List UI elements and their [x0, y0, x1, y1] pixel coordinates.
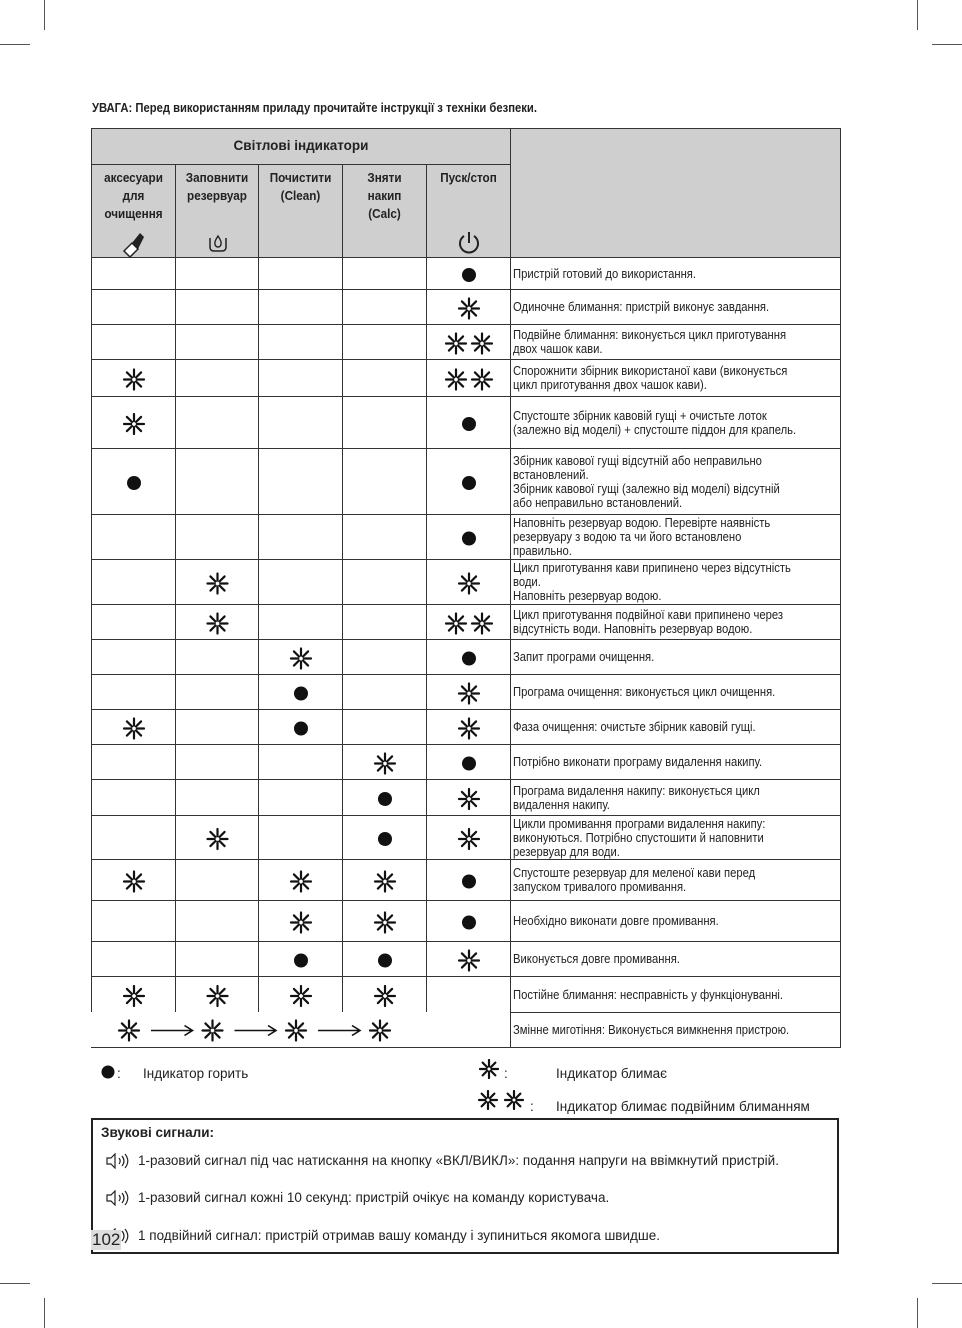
indicator-cell — [426, 639, 511, 675]
legend-on-symbol — [101, 1065, 115, 1079]
row-description — [510, 448, 841, 515]
indicator-cell — [342, 709, 427, 745]
on-dot-mark — [462, 652, 476, 666]
indicator-blink-symbol — [427, 710, 511, 745]
indicator-cell — [175, 941, 259, 977]
indicator-cell — [426, 448, 511, 515]
indicator-cell — [426, 976, 511, 1013]
row-description — [510, 514, 841, 560]
indicator-cell — [175, 976, 259, 1013]
sound-signals-box — [91, 1118, 839, 1254]
row-description-text: Потрібно виконати програму видалення накипу. — [513, 755, 763, 769]
indicator-cell — [91, 289, 176, 325]
crop-mark — [0, 1283, 30, 1284]
indicator-cell — [91, 604, 176, 640]
blink-star-mark — [124, 986, 144, 1006]
crop-mark — [917, 0, 918, 30]
indicator-blink-symbol — [343, 977, 427, 1013]
indicator-cell — [426, 900, 511, 942]
indicator-cell — [258, 900, 343, 942]
row-description-text: Цикли промивання програми видалення накипу: виконуються. Потрібно спустошити й наповнити резервуар для води. — [513, 816, 766, 859]
crop-mark — [44, 0, 45, 30]
row-description — [510, 359, 841, 397]
blink-star-mark — [375, 913, 395, 933]
on-dot-mark — [294, 722, 308, 736]
blink-star-mark — [505, 1091, 523, 1109]
row-description-text: Виконується довге промивання. — [513, 952, 680, 966]
indicator-cell — [342, 289, 427, 325]
indicator-on-symbol — [427, 515, 511, 560]
on-dot-mark — [378, 832, 392, 846]
blink-star-mark — [124, 414, 144, 434]
indicator-cell — [91, 559, 176, 605]
indicator-cell — [258, 639, 343, 675]
row-description-text: Програма видалення накипу: виконується цикл видалення накипу. — [513, 783, 760, 812]
indicator-cell — [426, 559, 511, 605]
indicator-cell — [258, 859, 343, 901]
indicator-blink-symbol — [92, 360, 176, 397]
legend-blink-symbol — [479, 1059, 499, 1079]
row-description-text: Пристрій готовий до використання. — [513, 266, 696, 281]
blink-star-mark — [208, 574, 228, 594]
indicator-blink-symbol — [92, 710, 176, 745]
row-description-text: Одиночне блимання: пристрій виконує завдання. — [513, 300, 770, 314]
indicator-cell — [91, 639, 176, 675]
on-dot-mark — [294, 687, 308, 701]
row-description-text: Постійне блимання: несправність у функціонуванні. — [513, 987, 784, 1002]
indicator-cell — [91, 396, 176, 449]
indicator-cell — [342, 900, 427, 942]
blink-star-mark — [286, 1021, 306, 1041]
indicator-cell — [426, 359, 511, 397]
crop-mark — [0, 44, 30, 45]
on-dot-mark — [462, 757, 476, 771]
row-description — [510, 257, 841, 290]
indicator-cell — [258, 559, 343, 605]
blink-star-mark — [459, 684, 479, 704]
row-description — [510, 639, 841, 675]
blink-star-mark — [480, 1060, 498, 1078]
on-dot-mark — [294, 954, 308, 968]
sound-signal-item: 1 подвійний сигнал: пристрій отримав вашу команду і зупиниться якомога швидше. — [138, 1228, 660, 1243]
indicator-cell — [426, 674, 511, 710]
blink-star-mark — [291, 872, 311, 892]
indicator-on-symbol — [259, 942, 343, 977]
row-description-text: Необхідно виконати довге промивання. — [513, 914, 719, 928]
blink-star-mark — [446, 614, 466, 634]
indicator-cell — [175, 289, 259, 325]
legend-blink-text: Індикатор блимає — [556, 1066, 668, 1081]
indicator-blink-symbol — [259, 640, 343, 675]
indicator-cell — [258, 709, 343, 745]
indicator-cell — [91, 448, 176, 515]
indicator-cell — [342, 514, 427, 560]
indicator-cell — [175, 815, 259, 860]
indicator-blink-symbol — [427, 560, 511, 605]
indicator-cell — [258, 744, 343, 780]
blink-star-mark — [446, 334, 466, 354]
indicator-cell — [342, 324, 427, 360]
row-description-text: Спустоште резервуар для меленої кави перед запуском тривалого промивання. — [513, 866, 756, 894]
row-description-text: Спорожнити збірник використаної кави (виконується цикл приготування двох чашок кави). — [513, 364, 788, 392]
indicator-cell — [342, 559, 427, 605]
blink-star-mark — [124, 872, 144, 892]
sequence-arrows — [91, 1012, 510, 1047]
indicator-blink-symbol — [176, 605, 259, 640]
indicator-double-blink-symbol — [427, 325, 511, 360]
row-description — [510, 941, 841, 977]
speaker-icon — [105, 1153, 129, 1169]
blink-star-mark — [291, 649, 311, 669]
indicator-on-symbol — [259, 710, 343, 745]
indicator-cell — [91, 779, 176, 816]
indicator-cell — [342, 396, 427, 449]
blink-star-mark — [370, 1021, 390, 1041]
indicator-cell — [426, 941, 511, 977]
legend-double-symbol — [477, 1089, 527, 1111]
indicator-cell — [91, 859, 176, 901]
row-description — [510, 815, 841, 860]
row-description — [510, 900, 841, 942]
indicator-cell — [426, 396, 511, 449]
blink-star-mark — [375, 872, 395, 892]
indicator-cell — [258, 289, 343, 325]
column-header-label: Почистити (Clean) — [269, 170, 332, 203]
indicator-double-blink-symbol — [427, 605, 511, 640]
on-dot-mark — [378, 954, 392, 968]
row-description-text: Змінне миготіння: Виконується вимкнення пристрою. — [513, 1023, 790, 1037]
on-dot-mark — [462, 916, 476, 930]
indicator-on-symbol — [427, 449, 511, 515]
indicator-on-symbol — [427, 901, 511, 942]
indicator-cell — [175, 859, 259, 901]
blink-star-mark — [472, 370, 492, 390]
blink-star-mark — [472, 334, 492, 354]
row-description — [510, 324, 841, 360]
indicator-on-symbol — [427, 860, 511, 901]
indicator-cell — [258, 359, 343, 397]
indicator-cell — [91, 709, 176, 745]
arrow-mark — [151, 1026, 193, 1036]
indicator-cell — [426, 815, 511, 860]
on-dot-mark — [462, 875, 476, 889]
indicator-on-symbol — [427, 745, 511, 780]
indicator-blink-symbol — [92, 860, 176, 901]
column-header-label: Заповнити резервуар — [185, 170, 249, 203]
row-description — [510, 674, 841, 710]
indicator-cell — [175, 639, 259, 675]
indicator-blink-symbol — [176, 977, 259, 1013]
legend-blink-sep: : — [504, 1066, 508, 1081]
column-header — [258, 164, 343, 258]
indicator-cell — [91, 514, 176, 560]
indicator-cell — [342, 859, 427, 901]
indicator-cell — [426, 604, 511, 640]
blink-star-mark — [479, 1091, 497, 1109]
row-description — [510, 559, 841, 605]
indicator-cell — [258, 514, 343, 560]
indicator-blink-symbol — [427, 942, 511, 977]
column-header — [342, 164, 427, 258]
indicator-on-symbol — [427, 258, 511, 290]
indicator-cell — [91, 324, 176, 360]
indicator-cell — [175, 674, 259, 710]
indicator-cell — [426, 257, 511, 290]
indicator-cell — [175, 324, 259, 360]
column-header — [426, 164, 511, 258]
indicator-cell — [175, 396, 259, 449]
indicator-blink-symbol — [259, 901, 343, 942]
indicator-cell — [175, 744, 259, 780]
crop-mark — [932, 44, 962, 45]
row-description-text: Наповніть резервуар водою. Перевірте наявність резервуару з водою та чи його встановлено правильно. — [513, 516, 771, 558]
legend-on-text: Індикатор горить — [143, 1066, 249, 1081]
blink-star-mark — [459, 951, 479, 971]
legend-double-text: Індикатор блимає подвійним блиманням — [556, 1099, 810, 1114]
indicator-cell — [91, 941, 176, 977]
indicator-cell — [342, 639, 427, 675]
row-description-text: Цикл приготування подвійної кави припинено через відсутність води. Наповніть резервуар водою. — [513, 608, 784, 636]
indicator-cell — [342, 744, 427, 780]
row-description — [510, 859, 841, 901]
indicator-cell — [91, 359, 176, 397]
on-dot-mark — [127, 476, 141, 490]
indicator-blink-symbol — [427, 816, 511, 860]
indicator-on-symbol — [343, 816, 427, 860]
crop-mark — [917, 1298, 918, 1328]
indicator-cell — [258, 674, 343, 710]
indicator-cell — [175, 900, 259, 942]
indicator-cell — [175, 604, 259, 640]
blink-star-mark — [208, 829, 228, 849]
indicator-cell — [258, 257, 343, 290]
indicator-cell — [342, 941, 427, 977]
indicator-on-symbol — [259, 675, 343, 710]
indicator-cell — [426, 514, 511, 560]
column-header — [91, 164, 176, 258]
power-icon — [455, 229, 483, 257]
row-description-text: Цикл приготування кави припинено через відсутність води. Наповніть резервуар водою. — [513, 561, 791, 603]
indicator-cell — [426, 859, 511, 901]
indicator-on-symbol — [427, 640, 511, 675]
table-title: Світлові індикатори — [91, 128, 511, 165]
indicator-cell — [342, 604, 427, 640]
blink-star-mark — [459, 829, 479, 849]
blink-star-mark — [375, 986, 395, 1006]
indicator-on-symbol — [427, 397, 511, 449]
indicator-cell — [342, 779, 427, 816]
indicator-cell — [342, 448, 427, 515]
indicator-cell — [175, 257, 259, 290]
crop-mark — [932, 1283, 962, 1284]
page-number: 102 — [92, 1230, 121, 1249]
row-description — [510, 604, 841, 640]
indicator-cell — [426, 289, 511, 325]
indicator-on-symbol — [343, 942, 427, 977]
indicator-cell — [258, 324, 343, 360]
indicator-cell — [175, 709, 259, 745]
indicator-blink-symbol — [259, 860, 343, 901]
row-description-text: Спустоште збірник кавовій гущі + очистьте лоток (залежно від моделі) + спустоште піддон для крапель. — [513, 408, 797, 437]
legend-double-sep: : — [530, 1099, 534, 1114]
sound-signal-item: 1-разовий сигнал під час натискання на кнопку «ВКЛ/ВИКЛ»: подання напруги на ввімкнутий пристрій. — [138, 1153, 779, 1168]
row-description-text: Програма очищення: виконується цикл очищення. — [513, 685, 776, 699]
indicator-blink-symbol — [176, 560, 259, 605]
blink-star-mark — [375, 754, 395, 774]
row-description — [510, 976, 841, 1013]
on-dot-mark — [462, 268, 476, 282]
indicator-cell — [342, 359, 427, 397]
on-dot-mark — [462, 532, 476, 546]
blink-star-mark — [124, 370, 144, 390]
indicator-blink-symbol — [427, 290, 511, 325]
row-description — [510, 396, 841, 449]
indicator-cell — [91, 815, 176, 860]
indicator-cell — [258, 604, 343, 640]
on-dot-mark — [462, 417, 476, 431]
indicator-cell — [175, 514, 259, 560]
indicator-table — [91, 128, 841, 1048]
column-header — [175, 164, 259, 258]
arrow-mark — [318, 1026, 360, 1036]
blink-star-mark — [459, 719, 479, 739]
row-description — [510, 709, 841, 745]
blink-star-mark — [208, 986, 228, 1006]
indicator-blink-symbol — [427, 780, 511, 816]
indicator-cell — [91, 674, 176, 710]
row-description-text: Подвійне блимання: виконується цикл приготування двох чашок кави. — [513, 328, 787, 356]
column-header-label: аксесуари для очищення — [104, 170, 163, 221]
row-description — [510, 289, 841, 325]
blink-star-mark — [208, 614, 228, 634]
blink-star-mark — [119, 1021, 139, 1041]
description-header — [510, 128, 841, 258]
indicator-cell — [91, 257, 176, 290]
indicator-blink-symbol — [92, 977, 176, 1013]
row-description-text: Збірник кавової гущі відсутній або неправильно встановлений. Збірник кавової гущі (залежно від моделі) відсутній або неправильно встановлений. — [513, 453, 780, 510]
indicator-cell — [175, 359, 259, 397]
blink-star-mark — [446, 370, 466, 390]
indicator-cell — [342, 674, 427, 710]
safety-warning: УВАГА: Перед використанням приладу прочитайте інструкції з техніки безпеки. — [92, 101, 537, 115]
arrow-mark — [235, 1026, 277, 1036]
indicator-cell — [91, 976, 176, 1013]
indicator-cell — [258, 396, 343, 449]
indicator-cell — [175, 448, 259, 515]
indicator-on-symbol — [92, 449, 176, 515]
indicator-blink-symbol — [259, 977, 343, 1013]
indicator-double-blink-symbol — [427, 360, 511, 397]
row-description — [510, 744, 841, 780]
sound-signal-item: 1-разовий сигнал кожні 10 секунд: пристрій очікує на команду користувача. — [138, 1190, 610, 1205]
on-dot-mark — [462, 476, 476, 490]
indicator-blink-symbol — [343, 901, 427, 942]
row-description — [510, 1012, 841, 1048]
blink-star-mark — [291, 913, 311, 933]
indicator-blink-symbol — [343, 745, 427, 780]
blink-star-mark — [459, 789, 479, 809]
indicator-blink-symbol — [92, 397, 176, 449]
column-header-label: Зняти накип (Calc) — [367, 170, 402, 221]
speaker-icon — [105, 1190, 129, 1206]
indicator-cell — [258, 941, 343, 977]
on-dot-mark — [378, 792, 392, 806]
indicator-cell — [342, 976, 427, 1013]
indicator-cell — [258, 976, 343, 1013]
indicator-on-symbol — [343, 780, 427, 816]
indicator-blink-symbol — [343, 860, 427, 901]
indicator-cell — [175, 779, 259, 816]
indicator-cell — [175, 559, 259, 605]
column-header-label: Пуск/стоп — [440, 170, 497, 185]
legend-on-sep: : — [117, 1066, 121, 1081]
indicator-cell — [258, 779, 343, 816]
indicator-blink-symbol — [427, 675, 511, 710]
blink-star-mark — [291, 986, 311, 1006]
indicator-cell — [91, 744, 176, 780]
indicator-cell — [426, 744, 511, 780]
blink-star-mark — [459, 299, 479, 319]
blink-star-mark — [124, 719, 144, 739]
brush-icon — [120, 229, 148, 257]
indicator-cell — [426, 324, 511, 360]
sound-signals-title: Звукові сигнали: — [101, 1125, 215, 1140]
blink-star-mark — [459, 574, 479, 594]
blink-star-mark — [203, 1021, 223, 1041]
row-description-text: Запит програми очищення. — [513, 650, 655, 664]
blink-star-mark — [472, 614, 492, 634]
indicator-cell — [258, 815, 343, 860]
indicator-cell — [342, 815, 427, 860]
indicator-cell — [426, 709, 511, 745]
row-description — [510, 779, 841, 816]
water-drop-icon — [204, 229, 232, 257]
indicator-cell — [426, 779, 511, 816]
indicator-cell — [91, 900, 176, 942]
indicator-cell — [258, 448, 343, 515]
indicator-cell — [342, 257, 427, 290]
indicator-blink-symbol — [176, 816, 259, 860]
row-description-text: Фаза очищення: очистьте збірник кавовій гущі. — [513, 720, 756, 734]
crop-mark — [44, 1298, 45, 1328]
